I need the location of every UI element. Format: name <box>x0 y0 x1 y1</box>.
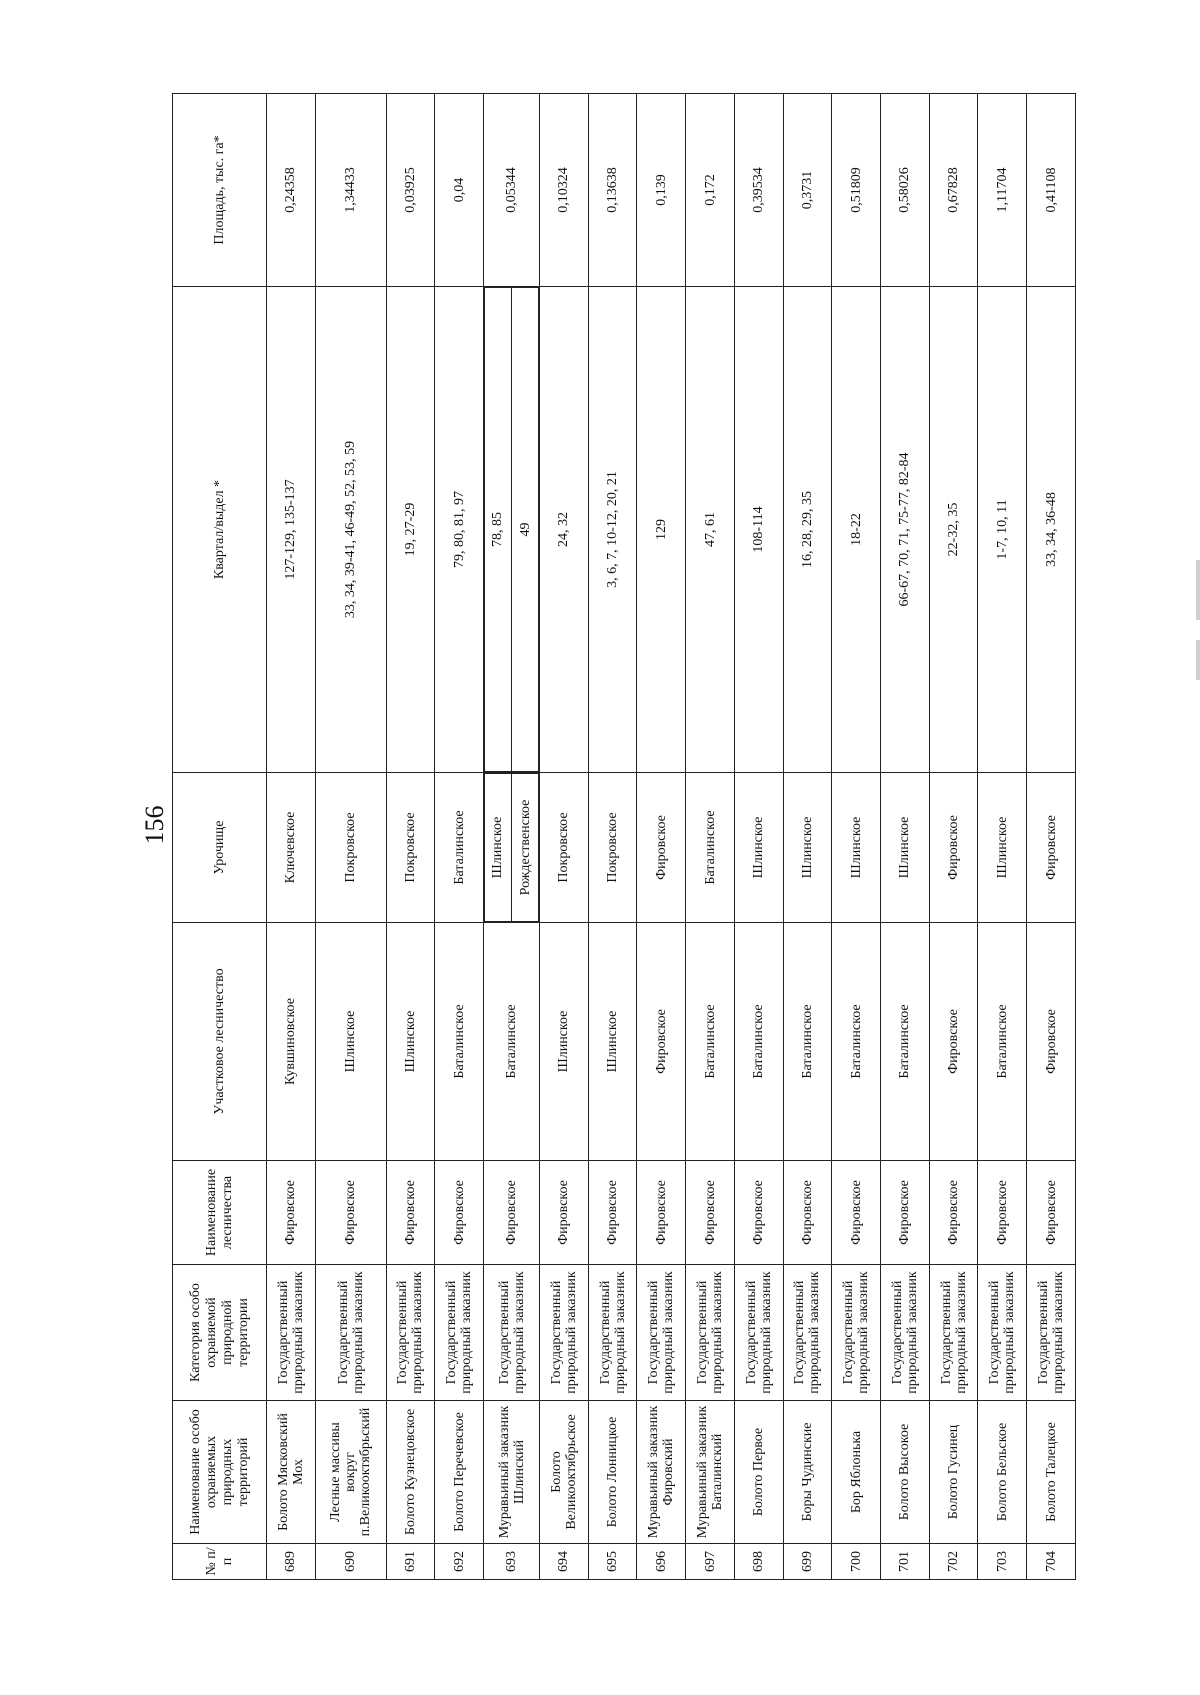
cell-kvartal: 16, 28, 29, 35 <box>783 287 832 773</box>
cell-kvartal: 33, 34, 36-48 <box>1027 287 1076 773</box>
cell-area: 0,10324 <box>540 94 589 287</box>
table-row <box>483 94 539 1580</box>
cell-name: Болото Великооктябрьское <box>540 1401 589 1544</box>
table-row <box>588 94 637 1580</box>
cell-kvartal: 129 <box>637 287 686 773</box>
cell-urochishche: Шлинское <box>978 773 1027 923</box>
cell-num: 693 <box>483 1544 539 1580</box>
cell-name: Болото Бельское <box>978 1401 1027 1544</box>
cell-urochishche: Шлинское <box>783 773 832 923</box>
cell-category: Государственный природный заказник <box>386 1265 435 1401</box>
cell-urochishche: Баталинское <box>686 773 735 923</box>
cell-urochishche: Ключевское <box>267 773 316 923</box>
cell-urochishche: Покровское <box>588 773 637 923</box>
cell-lesnichestvo: Фировское <box>734 1161 783 1265</box>
cell-uchastkovoe: Фировское <box>929 923 978 1161</box>
cell-kvartal: 24, 32 <box>540 287 589 773</box>
cell-uchastkovoe: Баталинское <box>832 923 881 1161</box>
cell-urochishche: Рождественское <box>512 774 539 922</box>
cell-num: 697 <box>686 1544 735 1580</box>
cell-category: Государственный природный заказник <box>540 1265 589 1401</box>
cell-urochishche: Фировское <box>929 773 978 923</box>
cell-uchastkovoe: Баталинское <box>978 923 1027 1161</box>
table-row <box>637 94 686 1580</box>
cell-kvartal: 18-22 <box>832 287 881 773</box>
cell-category: Государственный природный заказник <box>880 1265 929 1401</box>
cell-area: 0,13638 <box>588 94 637 287</box>
cell-lesnichestvo: Фировское <box>315 1161 386 1265</box>
cell-category: Государственный природный заказник <box>588 1265 637 1401</box>
cell-name: Боры Чудинские <box>783 1401 832 1544</box>
cell-area: 0,24358 <box>267 94 316 287</box>
cell-uchastkovoe: Шлинское <box>315 923 386 1161</box>
table-header-row <box>173 94 267 1580</box>
cell-area: 1,34433 <box>315 94 386 287</box>
cell-urochishche: Шлинское <box>484 774 511 922</box>
cell-lesnichestvo: Фировское <box>783 1161 832 1265</box>
cell-name: Болото Перечевское <box>435 1401 484 1544</box>
cell-area: 0,67828 <box>929 94 978 287</box>
cell-name: Муравьиный заказник Фировский <box>637 1401 686 1544</box>
header-lesnichestvo: Наименование лесничества <box>173 1161 267 1265</box>
cell-uchastkovoe: Баталинское <box>783 923 832 1161</box>
cell-category: Государственный природный заказник <box>783 1265 832 1401</box>
cell-area: 0,04 <box>435 94 484 287</box>
table-row <box>267 94 316 1580</box>
header-kvartal: Квартал/выдел * <box>173 287 267 773</box>
table-row <box>686 94 735 1580</box>
cell-urochishche: Баталинское <box>435 773 484 923</box>
table-row <box>978 94 1027 1580</box>
cell-area: 0,41108 <box>1027 94 1076 287</box>
cell-category: Государственный природный заказник <box>267 1265 316 1401</box>
page-number: 156 <box>140 805 169 845</box>
cell-area: 0,139 <box>637 94 686 287</box>
cell-uchastkovoe: Шлинское <box>386 923 435 1161</box>
cell-urochishche-split <box>483 773 539 923</box>
cell-uchastkovoe: Баталинское <box>435 923 484 1161</box>
cell-kvartal: 1-7, 10, 11 <box>978 287 1027 773</box>
cell-area: 0,58026 <box>880 94 929 287</box>
cell-name: Болото Высокое <box>880 1401 929 1544</box>
rotated-table-container <box>172 94 1076 1580</box>
cell-num: 701 <box>880 1544 929 1580</box>
cell-lesnichestvo: Фировское <box>686 1161 735 1265</box>
cell-category: Государственный природный заказник <box>483 1265 539 1401</box>
cell-kvartal: 108-114 <box>734 287 783 773</box>
cell-num: 694 <box>540 1544 589 1580</box>
protected-areas-table <box>172 93 1076 1580</box>
cell-num: 704 <box>1027 1544 1076 1580</box>
cell-uchastkovoe: Баталинское <box>686 923 735 1161</box>
cell-lesnichestvo: Фировское <box>880 1161 929 1265</box>
table-row <box>315 94 386 1580</box>
cell-num: 695 <box>588 1544 637 1580</box>
table-row <box>832 94 881 1580</box>
cell-name: Болото Мясковский Мох <box>267 1401 316 1544</box>
cell-uchastkovoe: Шлинское <box>540 923 589 1161</box>
cell-urochishche: Покровское <box>386 773 435 923</box>
cell-name: Лесные массивы вокруг п.Великооктябрьский <box>315 1401 386 1544</box>
cell-lesnichestvo: Фировское <box>978 1161 1027 1265</box>
cell-category: Государственный природный заказник <box>435 1265 484 1401</box>
cell-lesnichestvo: Фировское <box>386 1161 435 1265</box>
table-row <box>386 94 435 1580</box>
cell-area: 0,03925 <box>386 94 435 287</box>
cell-lesnichestvo: Фировское <box>483 1161 539 1265</box>
cell-lesnichestvo: Фировское <box>267 1161 316 1265</box>
cell-lesnichestvo: Фировское <box>1027 1161 1076 1265</box>
cell-area: 0,39534 <box>734 94 783 287</box>
cell-category: Государственный природный заказник <box>637 1265 686 1401</box>
cell-urochishche: Покровское <box>315 773 386 923</box>
header-num: № п/п <box>173 1544 267 1580</box>
cell-kvartal: 19, 27-29 <box>386 287 435 773</box>
cell-num: 702 <box>929 1544 978 1580</box>
cell-kvartal: 22-32, 35 <box>929 287 978 773</box>
cell-area: 0,172 <box>686 94 735 287</box>
cell-num: 700 <box>832 1544 881 1580</box>
cell-kvartal: 66-67, 70, 71, 75-77, 82-84 <box>880 287 929 773</box>
cell-lesnichestvo: Фировское <box>540 1161 589 1265</box>
cell-uchastkovoe: Фировское <box>1027 923 1076 1161</box>
cell-kvartal: 78, 85 <box>484 288 511 772</box>
table-row <box>783 94 832 1580</box>
cell-area: 0,05344 <box>483 94 539 287</box>
cell-urochishche: Покровское <box>540 773 589 923</box>
cell-category: Государственный природный заказник <box>832 1265 881 1401</box>
table-row <box>929 94 978 1580</box>
cell-category: Государственный природный заказник <box>734 1265 783 1401</box>
cell-name: Болото Лонницкое <box>588 1401 637 1544</box>
cell-area: 0,3731 <box>783 94 832 287</box>
table-row <box>435 94 484 1580</box>
cell-lesnichestvo: Фировское <box>929 1161 978 1265</box>
cell-kvartal: 127-129, 135-137 <box>267 287 316 773</box>
table-row <box>880 94 929 1580</box>
cell-num: 696 <box>637 1544 686 1580</box>
cell-name: Муравьиный заказник Шлинский <box>483 1401 539 1544</box>
table-row <box>1027 94 1076 1580</box>
cell-category: Государственный природный заказник <box>978 1265 1027 1401</box>
cell-name: Бор Яблонька <box>832 1401 881 1544</box>
header-category: Категория особо охраняемой природной территории <box>173 1265 267 1401</box>
cell-name: Болото Кузнецовское <box>386 1401 435 1544</box>
cell-lesnichestvo: Фировское <box>832 1161 881 1265</box>
cell-name: Болото Первое <box>734 1401 783 1544</box>
cell-num: 689 <box>267 1544 316 1580</box>
cell-urochishche: Шлинское <box>880 773 929 923</box>
cell-lesnichestvo: Фировское <box>637 1161 686 1265</box>
cell-uchastkovoe: Шлинское <box>588 923 637 1161</box>
cell-name: Болото Талецкое <box>1027 1401 1076 1544</box>
cell-uchastkovoe: Баталинское <box>483 923 539 1161</box>
cell-uchastkovoe: Баталинское <box>734 923 783 1161</box>
cell-category: Государственный природный заказник <box>929 1265 978 1401</box>
header-urochishche: Урочище <box>173 773 267 923</box>
cell-urochishche: Шлинское <box>734 773 783 923</box>
cell-urochishche: Фировское <box>1027 773 1076 923</box>
header-uchastkovoe: Участковое лесничество <box>173 923 267 1161</box>
cell-num: 703 <box>978 1544 1027 1580</box>
cell-area: 0,51809 <box>832 94 881 287</box>
cell-kvartal: 49 <box>512 288 539 772</box>
scan-edge-mark <box>1196 640 1200 680</box>
cell-kvartal: 47, 61 <box>686 287 735 773</box>
cell-urochishche: Фировское <box>637 773 686 923</box>
cell-urochishche: Шлинское <box>832 773 881 923</box>
cell-lesnichestvo: Фировское <box>588 1161 637 1265</box>
cell-area: 1,11704 <box>978 94 1027 287</box>
table-row <box>734 94 783 1580</box>
cell-uchastkovoe: Фировское <box>637 923 686 1161</box>
cell-category: Государственный природный заказник <box>686 1265 735 1401</box>
cell-kvartal: 33, 34, 39-41, 46-49, 52, 53, 59 <box>315 287 386 773</box>
header-area: Площадь, тыс. га* <box>173 94 267 287</box>
cell-kvartal-split <box>483 287 539 773</box>
cell-kvartal: 79, 80, 81, 97 <box>435 287 484 773</box>
cell-num: 690 <box>315 1544 386 1580</box>
table-row <box>540 94 589 1580</box>
cell-num: 698 <box>734 1544 783 1580</box>
cell-category: Государственный природный заказник <box>315 1265 386 1401</box>
cell-kvartal: 3, 6, 7, 10-12, 20, 21 <box>588 287 637 773</box>
scan-edge-mark <box>1196 560 1200 620</box>
cell-num: 692 <box>435 1544 484 1580</box>
cell-uchastkovoe: Баталинское <box>880 923 929 1161</box>
cell-num: 691 <box>386 1544 435 1580</box>
header-name: Наименование особо охраняемых природных территорий <box>173 1401 267 1544</box>
cell-category: Государственный природный заказник <box>1027 1265 1076 1401</box>
cell-lesnichestvo: Фировское <box>435 1161 484 1265</box>
cell-name: Болото Гусинец <box>929 1401 978 1544</box>
cell-uchastkovoe: Кувшиновское <box>267 923 316 1161</box>
cell-name: Муравьиный заказник Баталинский <box>686 1401 735 1544</box>
cell-num: 699 <box>783 1544 832 1580</box>
